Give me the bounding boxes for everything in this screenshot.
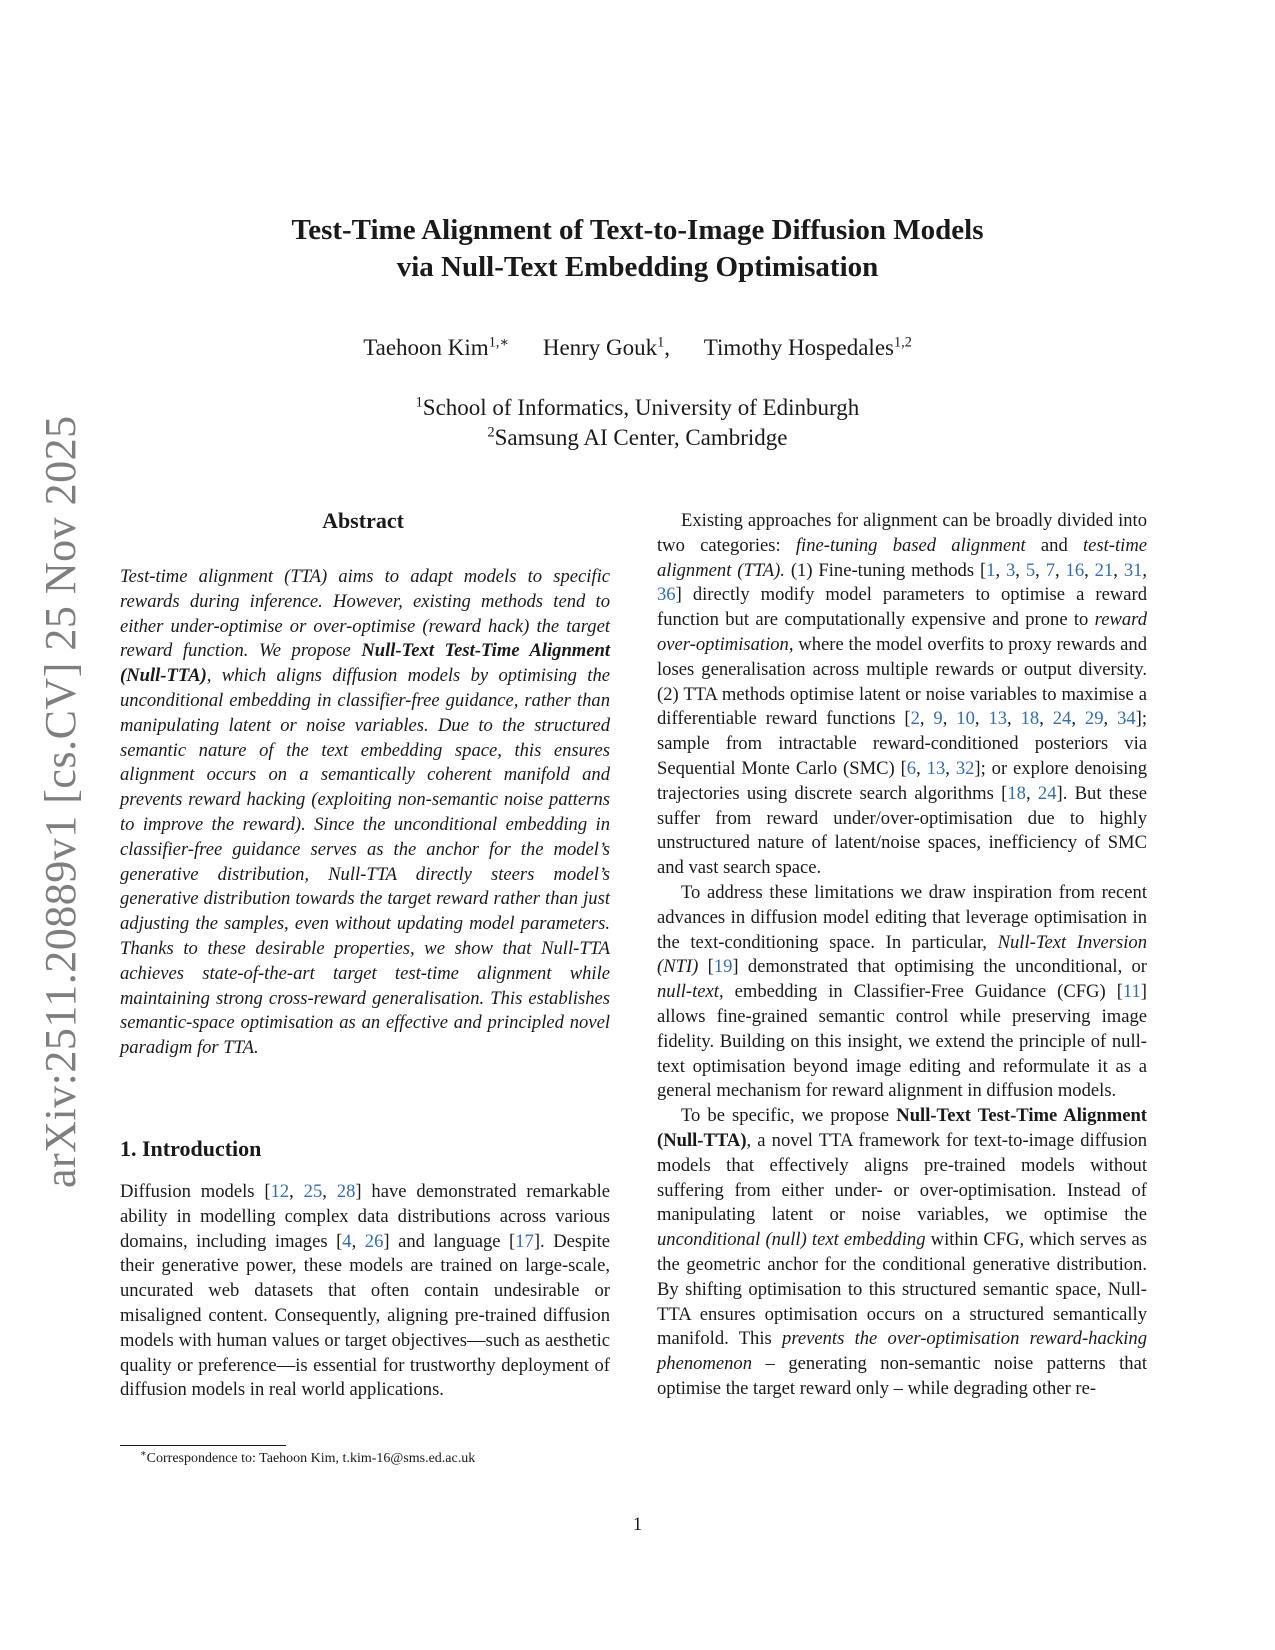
citation-group: 1, 3, 5, 7, 16, 21, 31, 36 <box>657 559 1148 606</box>
text-run: – generating non-semantic noise patterns that optimise the target reward only – while degrading other re- <box>657 1353 1147 1399</box>
citation-group: 6, 13, 32 <box>906 757 975 779</box>
author <box>704 335 912 360</box>
emphasis: null-text <box>657 981 719 1003</box>
paragraph <box>657 509 1147 881</box>
citation-link[interactable]: 12 <box>270 1181 290 1202</box>
author-affil-mark: 1,2 <box>894 334 912 351</box>
author-name: Taehoon Kim <box>363 335 489 360</box>
affiliation <box>0 393 1275 423</box>
citation-link[interactable]: 4 <box>342 1230 352 1252</box>
citation-link[interactable]: 21 <box>1094 559 1114 581</box>
citation-link[interactable]: 36 <box>657 584 676 606</box>
title-line-2: via Null-Text Embedding Optimisation <box>396 251 879 283</box>
title-line-1: Test-Time Alignment of Text-to-Image Diffusion Models <box>291 214 984 246</box>
text-run: (1) Fine-tuning methods [ <box>784 559 987 581</box>
affiliation <box>0 423 1275 453</box>
citation-link[interactable]: 29 <box>1084 708 1104 730</box>
affiliation-name: Samsung AI Center, Cambridge <box>494 425 788 450</box>
citation-link[interactable]: 9 <box>933 708 943 730</box>
citation-link[interactable]: 13 <box>988 708 1008 730</box>
text-run: , <box>322 1181 337 1202</box>
abstract-text: , which aligns diffusion models by optimising the unconditional embedding in classifier-free guidance, rather than manipulating latent or noise variables. Due to the structured semantic nature of the text embedding space, this ensures alignment occurs on a semantically coherent manifold and prevents reward hacking (exploiting non-semantic noise patterns to improve the reward). Since the unconditional embedding in classifier-free guidance serves as the anchor for the model’s generative distribution, Null-TTA directly steers model’s generative distribution towards the target reward rather than just adjusting the samples, even without updating model parameters. Thanks to these desirable properties, we show that Null-TTA achieves state-of-the-art target test-time alignment while maintaining strong cross-reward generalisation. This establishes semantic-space optimisation as an effective and principled novel paradigm for TTA. <box>120 665 610 1059</box>
citation-link[interactable]: 6 <box>906 757 917 779</box>
text-run: and <box>1025 534 1083 556</box>
section-heading-introduction: 1. Introduction <box>120 1136 262 1161</box>
citation-link[interactable]: 17 <box>515 1230 534 1252</box>
text-run: ]; or explore denoising trajectories using discrete search algorithms [ <box>657 757 1148 804</box>
citation-link[interactable]: 3 <box>1006 559 1016 581</box>
text-run: ]. Despite their generative power, these models are trained on large-scale, uncurated web datasets that often contain undesirable or misaligned content. Consequently, aligning pre-trained diffusion models with human values or target objectives—such as aesthetic quality or preference—is essential for trustworthy deployment of diffusion models in real world applications. <box>120 1230 610 1401</box>
footnote <box>140 1448 476 1467</box>
citation-link[interactable]: 28 <box>336 1181 356 1202</box>
citation-link[interactable]: 18 <box>1007 782 1026 804</box>
citation-link[interactable]: 24 <box>1037 782 1057 804</box>
emphasis: unconditional (null) text embedding <box>657 1229 926 1251</box>
paragraph <box>657 881 1147 1104</box>
right-column <box>657 509 1147 1402</box>
citation-link[interactable]: 19 <box>713 956 733 978</box>
text-run: ] demonstrated that optimising the unconditional, or <box>732 956 1147 978</box>
footnote-mark: ∗ <box>140 1448 147 1460</box>
text-run: ] and language [ <box>383 1230 516 1252</box>
author-affil-mark: 1 <box>657 334 665 351</box>
affiliation-name: School of Informatics, University of Edinburgh <box>422 395 860 420</box>
text-run: Existing approaches for alignment can be broadly divided into two categories: <box>657 510 1147 556</box>
affiliation-mark: 2 <box>487 424 495 441</box>
citation-link[interactable]: 31 <box>1123 559 1143 581</box>
text-run: To address these limitations we draw inspiration from recent advances in diffusion model editing that leverage optimisation in the text-conditioning space. In particular, <box>657 881 1147 953</box>
page-number: 1 <box>632 1514 643 1535</box>
footnote-rule <box>120 1445 286 1446</box>
emphasis: prevents the over-optimisation reward-hacking phenomenon <box>657 1328 1148 1375</box>
citation-link[interactable]: 7 <box>1045 559 1055 581</box>
method-name: Null-Text Test-Time Alignment (Null-TTA) <box>120 640 611 687</box>
arxiv-identifier: arXiv:2511.20889v1 [cs.CV] 25 Nov 2025 <box>36 415 85 1188</box>
author-name: Henry Gouk <box>542 335 658 360</box>
citation-group: 18, 24 <box>1007 782 1057 804</box>
citation-group: 2, 9, 10, 13, 18, 24, 29, 34 <box>910 708 1136 730</box>
method-name: Null-Text Test-Time Alignment (Null-TTA) <box>657 1105 1147 1151</box>
citation-link[interactable]: 24 <box>1052 708 1072 730</box>
citation-link[interactable]: 18 <box>1020 708 1040 730</box>
citation-link[interactable]: 34 <box>1117 708 1136 730</box>
author: Henry Gouk$^1$, <box>542 334 671 360</box>
citation-link[interactable]: 13 <box>926 757 946 779</box>
emphasis: Null-Text Inversion (NTI) <box>657 931 1147 978</box>
footnote-text: Correspondence to: Taehoon Kim, t.kim-16@sms.ed.ac.uk <box>146 1451 476 1466</box>
author-list <box>0 335 1275 361</box>
text-run: , where the model overfits to proxy rewards and loses generalisation across multiple rewards or output diversity. (2) TTA methods optimise latent or noise variables to maximise a differentiable reward functions [ <box>657 633 1147 730</box>
author <box>363 335 509 360</box>
citation-link[interactable]: 11 <box>1122 981 1141 1003</box>
introduction-paragraph <box>120 1180 610 1403</box>
citation-link[interactable]: 2 <box>910 708 920 730</box>
abstract-text: Test-time alignment (TTA) aims to adapt models to specific rewards during inference. However, existing methods tend to either under-optimise or over-optimise (reward hack) the target reward function. We propose <box>120 566 610 662</box>
text-run: , embedding in Classifier-Free Guidance (CFG) [ <box>718 981 1123 1003</box>
affiliation-mark: 1 <box>415 394 423 411</box>
text-run: ]. But these suffer from reward under/over-optimisation due to highly unstructured nature of latent/noise spaces, inefficiency of SMC and vast search space. <box>657 782 1148 879</box>
emphasis: test-time alignment (TTA). <box>657 534 1147 581</box>
citation-link[interactable]: 26 <box>364 1230 384 1252</box>
emphasis: reward over-optimisation <box>657 609 1147 655</box>
text-run: [ <box>698 956 714 978</box>
text-run: ] have demonstrated remarkable ability in modelling complex data distributions across various domains, including images [ <box>120 1181 611 1252</box>
citation-link[interactable]: 5 <box>1025 559 1036 581</box>
paper-title <box>0 212 1275 286</box>
author-name: Timothy Hospedales <box>703 335 894 360</box>
abstract-heading: Abstract <box>322 508 404 533</box>
text-run: Diffusion models [ <box>120 1181 271 1202</box>
text-run: , <box>351 1230 365 1252</box>
abstract-body <box>120 565 610 1061</box>
text-run: ]; sample from intractable reward-conditioned posteriors via Sequential Monte Carlo (SMC) [ <box>657 708 1148 779</box>
text-run: ] allows fine-grained semantic control while preserving image fidelity. Building on this insight, we extend the principle of null-text optimisation beyond image editing and reformulate it as a general mechanism for reward alignment in diffusion models. <box>657 981 1147 1102</box>
emphasis: fine-tuning based alignment <box>795 534 1026 556</box>
text-run: , <box>289 1181 304 1202</box>
text-run: ] directly modify model parameters to optimise a reward function but are computationally expensive and prone to <box>657 584 1147 631</box>
citation-link[interactable]: 16 <box>1065 559 1085 581</box>
text-run: To be specific, we propose <box>681 1105 897 1127</box>
affiliation-list <box>0 393 1275 453</box>
citation-link[interactable]: 10 <box>956 708 975 730</box>
text-run: , a novel TTA framework for text-to-image diffusion models that effectively aligns pre-trained models without suffering from either under- or over-optimisation. Instead of manipulating latent or noise variables, we optimise the <box>657 1129 1147 1226</box>
text-run: within CFG, which serves as the geometric anchor for the conditional generative distribution. By shifting optimisation to this structured semantic space, Null-TTA ensures optimisation occurs on a structured semantically manifold. This <box>657 1229 1148 1350</box>
citation-link[interactable]: 1 <box>986 559 996 581</box>
citation-link[interactable]: 32 <box>955 757 975 779</box>
paragraph <box>657 1104 1147 1402</box>
paragraph <box>120 1180 610 1403</box>
author-affil-mark: 1,∗ <box>488 334 510 351</box>
citation-link[interactable]: 25 <box>303 1181 323 1202</box>
